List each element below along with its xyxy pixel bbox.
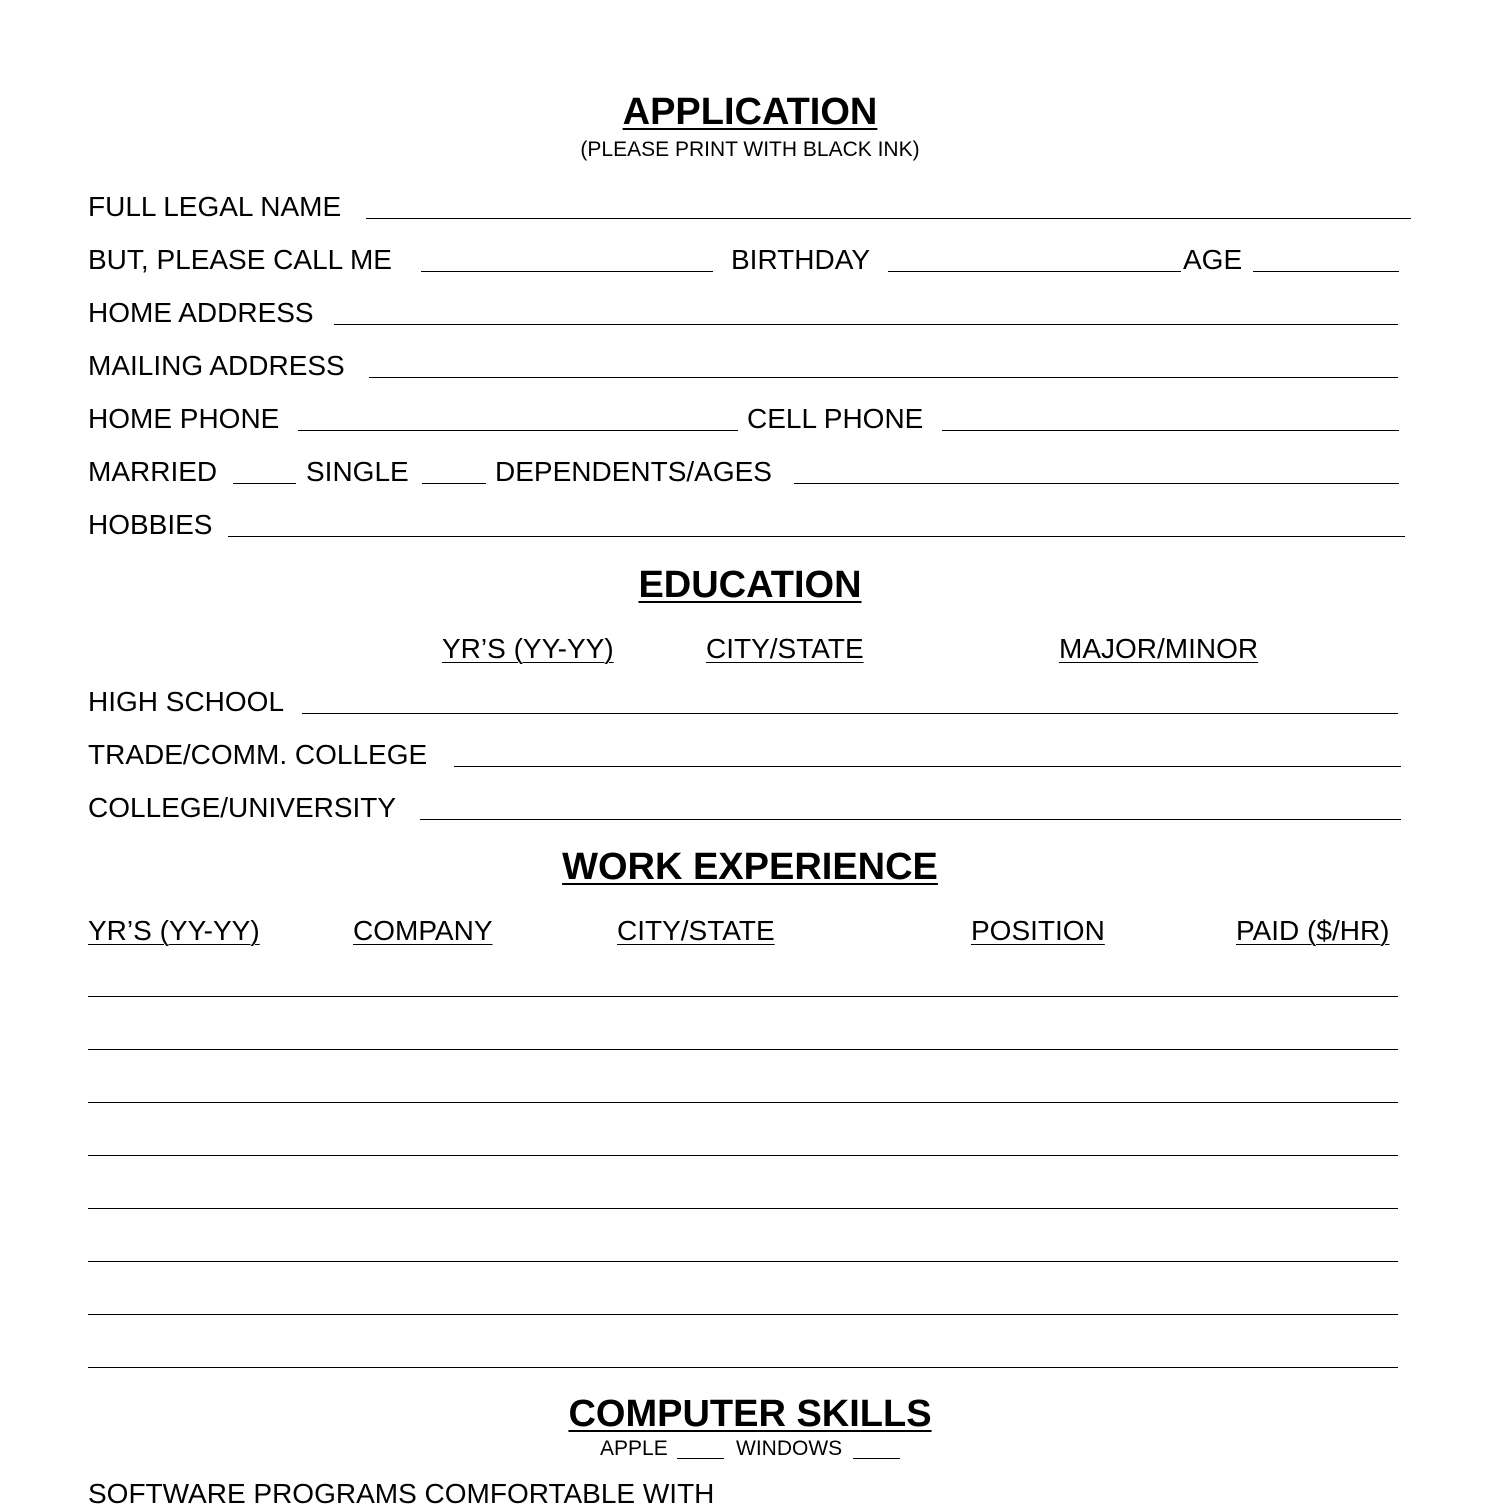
- work-entry-line[interactable]: [88, 1049, 1398, 1050]
- full-legal-name-field[interactable]: [366, 218, 1411, 219]
- work-entry-line[interactable]: [88, 996, 1398, 997]
- trade-college-label: TRADE/COMM. COLLEGE: [88, 739, 428, 770]
- birthday-label: BIRTHDAY: [731, 244, 870, 275]
- cell-phone-field[interactable]: [942, 430, 1399, 431]
- education-heading: EDUCATION: [638, 564, 862, 606]
- work-col-years: YR’S (YY-YY): [88, 915, 260, 946]
- cell-phone-label: CELL PHONE: [747, 403, 924, 434]
- form-subtitle: (PLEASE PRINT WITH BLACK INK): [580, 138, 920, 161]
- single-label: SINGLE: [306, 456, 409, 487]
- windows-field[interactable]: [853, 1458, 900, 1459]
- high-school-label: HIGH SCHOOL: [88, 686, 285, 717]
- age-label: AGE: [1183, 244, 1243, 275]
- age-field[interactable]: [1253, 271, 1399, 272]
- hobbies-label: HOBBIES: [88, 509, 213, 540]
- call-me-label: BUT, PLEASE CALL ME: [88, 244, 392, 275]
- mailing-address-label: MAILING ADDRESS: [88, 350, 345, 381]
- hobbies-field[interactable]: [228, 536, 1405, 537]
- married-field[interactable]: [233, 483, 296, 484]
- work-col-city-state: CITY/STATE: [617, 915, 775, 946]
- work-entry-line[interactable]: [88, 1155, 1398, 1156]
- high-school-field[interactable]: [302, 713, 1398, 714]
- home-phone-field[interactable]: [298, 430, 738, 431]
- work-entry-line[interactable]: [88, 1208, 1398, 1209]
- computer-skills-heading: COMPUTER SKILLS: [568, 1393, 932, 1435]
- home-address-field[interactable]: [334, 324, 1398, 325]
- work-entry-line[interactable]: [88, 1261, 1398, 1262]
- college-university-label: COLLEGE/UNIVERSITY: [88, 792, 397, 823]
- education-col-major-minor: MAJOR/MINOR: [1059, 633, 1259, 664]
- education-col-city-state: CITY/STATE: [706, 633, 864, 664]
- work-experience-heading: WORK EXPERIENCE: [562, 846, 938, 888]
- call-me-field[interactable]: [421, 271, 713, 272]
- windows-label: WINDOWS: [736, 1437, 843, 1460]
- software-programs-label: SOFTWARE PROGRAMS COMFORTABLE WITH: [88, 1478, 715, 1509]
- work-col-paid: PAID ($/HR): [1236, 915, 1390, 946]
- education-col-years: YR’S (YY-YY): [442, 633, 614, 664]
- married-label: MARRIED: [88, 456, 218, 487]
- work-col-company: COMPANY: [353, 915, 493, 946]
- apple-label: APPLE: [600, 1437, 668, 1460]
- trade-college-field[interactable]: [454, 766, 1401, 767]
- home-phone-label: HOME PHONE: [88, 403, 280, 434]
- mailing-address-field[interactable]: [369, 377, 1398, 378]
- work-entry-line[interactable]: [88, 1102, 1398, 1103]
- birthday-field[interactable]: [888, 271, 1181, 272]
- work-col-position: POSITION: [971, 915, 1105, 946]
- dependents-field[interactable]: [794, 483, 1399, 484]
- dependents-label: DEPENDENTS/AGES: [495, 456, 772, 487]
- work-entry-line[interactable]: [88, 1314, 1398, 1315]
- work-entry-line[interactable]: [88, 1367, 1398, 1368]
- college-university-field[interactable]: [420, 819, 1401, 820]
- apple-field[interactable]: [677, 1458, 724, 1459]
- single-field[interactable]: [422, 483, 486, 484]
- full-legal-name-label: FULL LEGAL NAME: [88, 191, 342, 222]
- form-title: APPLICATION: [622, 91, 878, 133]
- home-address-label: HOME ADDRESS: [88, 297, 314, 328]
